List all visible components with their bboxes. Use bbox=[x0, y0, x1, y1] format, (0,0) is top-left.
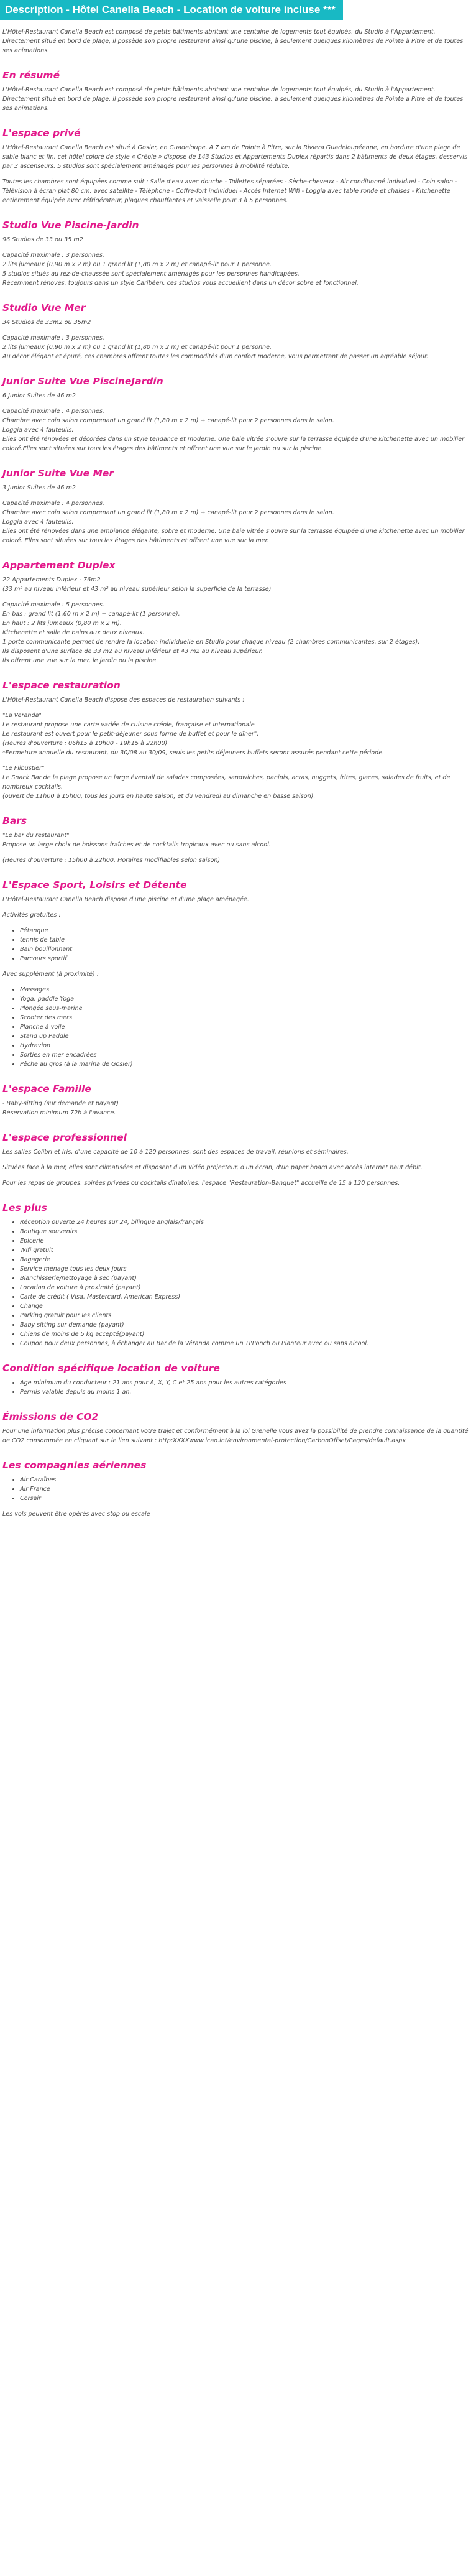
list-item: • Boutique souvenirs bbox=[20, 1227, 469, 1236]
bullet-list bbox=[2, 926, 469, 963]
text-line: Loggia avec 4 fauteuils. bbox=[2, 427, 74, 433]
section-junior-suite-vue-piscinejardin bbox=[2, 375, 469, 453]
list-item: • Sorties en mer encadrées bbox=[20, 1050, 469, 1060]
section-heading: Studio Vue Mer bbox=[2, 302, 86, 313]
text-line: Ils disposent d'une surface de 33 m2 au niveau inférieur et 43 m2 au niveau supérieur. bbox=[2, 648, 263, 655]
paragraph: Pour une information plus précise concernant votre trajet et conformément à la loi Grenelle vous avez la possibilité de prendre connaissance de la quantité de CO2 consommée en cliquant sur le lien suivant : http:XXXXwww.icao.int/environmental-protection/CarbonOffset/Pages/default.aspx bbox=[2, 1428, 469, 1444]
text-line: Loggia avec 4 fauteuils. bbox=[2, 519, 74, 526]
text-line: Le restaurant propose une carte variée de cuisine créole, française et internationale bbox=[2, 721, 255, 728]
section-l-espace-professionnel bbox=[2, 1131, 469, 1188]
text-line: (33 m² au niveau inférieur et 43 m² au niveau supérieur selon la superficie de la terrasse) bbox=[2, 586, 272, 593]
text-line: 5 studios situés au rez-de-chaussée sont spécialement aménagés pour les personnes handicapées. bbox=[2, 271, 300, 277]
text-line: (ouvert de 11h00 à 15h00, tous les jours en haute saison, et du vendredi au dimanche en basse saison). bbox=[2, 793, 316, 800]
description-banner: Description - Hôtel Canella Beach - Location de voiture incluse *** bbox=[0, 0, 343, 20]
section-heading: L'espace restauration bbox=[2, 680, 121, 691]
text-line: 22 Appartements Duplex - 76m2 bbox=[2, 577, 101, 583]
paragraph bbox=[2, 600, 469, 665]
paragraph bbox=[2, 831, 469, 850]
section-heading: En résumé bbox=[2, 70, 60, 81]
text-line: - Baby-sitting (sur demande et payant) bbox=[2, 1100, 119, 1107]
section-appartement-duplex bbox=[2, 559, 469, 665]
paragraph: L'Hôtel-Restaurant Canella Beach est situé à Gosier, en Guadeloupe. A 7 km de Pointe à Pitre, sur la Riviera Guadeloupéenne, en bordure d'une plage de sable blanc et fin, cet hôtel coloré de style « Créole » dispose de 143 Studios et Appartements Duplex répartis dans 2 bâtiments de deux étages, desservis par 3 ascenseurs. 5 studios sont spécialement aménagés pour les personnes à mobilité réduite. bbox=[2, 144, 467, 170]
sections-container bbox=[2, 69, 469, 1519]
text-line: 1 porte communicante permet de rendre la location individuelle en Studio pour chaque niveau (2 chambres communicantes, sur 2 étages). bbox=[2, 639, 420, 646]
section-heading: L'espace privé bbox=[2, 127, 81, 139]
text-line: Le Snack Bar de la plage propose un large éventail de salades composées, sandwiches, paninis, acras, nuggets, frites, glaces, salades de fruits, et de nombreux cocktails. bbox=[2, 774, 450, 790]
text-line: Capacité maximale : 4 personnes. bbox=[2, 408, 104, 415]
section-les-plus bbox=[2, 1202, 469, 1348]
text-line: 2 lits jumeaux (0,90 m x 2 m) ou 1 grand lit (1,80 m x 2 m) et canapé-lit pour 1 personne. bbox=[2, 344, 272, 351]
paragraph: Pour les repas de groupes, soirées privées ou cocktails dînatoires, l'espace "Restauration-Banquet" accueille de 15 à 120 personnes. bbox=[2, 1180, 400, 1187]
paragraph bbox=[2, 333, 469, 361]
list-item: • Stand up Paddle bbox=[20, 1032, 469, 1041]
paragraph: Avec supplément (à proximité) : bbox=[2, 971, 99, 978]
section-heading: Appartement Duplex bbox=[2, 560, 116, 571]
section-l-espace-prive bbox=[2, 127, 469, 205]
paragraph: 34 Studios de 33m2 ou 35m2 bbox=[2, 319, 91, 326]
section-heading: Condition spécifique location de voiture bbox=[2, 1363, 220, 1374]
list-item: • Air France bbox=[20, 1485, 469, 1494]
paragraph: L'Hôtel-Restaurant Canella Beach dispose d'une piscine et d'une plage aménagée. bbox=[2, 896, 249, 903]
paragraph: 3 Junior Suites de 46 m2 bbox=[2, 484, 76, 491]
list-item: • Massages bbox=[20, 985, 469, 994]
paragraph: L'Hôtel-Restaurant Canella Beach est composé de petits bâtiments abritant une centaine de logements tout équipés, du Studio à l'Appartement. Directement situé en bord de plage, il possède son propre restaurant ainsi qu'une piscine, à seulement quelques kilomètres de Pointe à Pitre et de toutes ses animations. bbox=[2, 86, 464, 112]
section-heading: Studio Vue Piscine-Jardin bbox=[2, 220, 139, 231]
paragraph bbox=[2, 251, 469, 288]
list-item: • Service ménage tous les deux jours bbox=[20, 1264, 469, 1274]
list-item: • Bagagerie bbox=[20, 1255, 469, 1264]
paragraph: 96 Studios de 33 ou 35 m2 bbox=[2, 236, 83, 243]
section-heading: Junior Suite Vue PiscineJardin bbox=[2, 376, 163, 387]
list-item: • Location de voiture à proximité (payant) bbox=[20, 1283, 469, 1292]
text-line: 2 lits jumeaux (0,90 m x 2 m) ou 1 grand lit (1,80 m x 2 m) et canapé-lit pour 1 personne. bbox=[2, 261, 272, 268]
text-line: Capacité maximale : 5 personnes. bbox=[2, 601, 104, 608]
text-line: *Fermeture annuelle du restaurant, du 30/08 au 30/09, seuls les petits déjeuners buffets seront assurés pendant cette période. bbox=[2, 749, 385, 756]
section-les-compagnies-aeriennes bbox=[2, 1459, 469, 1519]
intro-paragraph: L'Hôtel-Restaurant Canella Beach est composé de petits bâtiments abritant une centaine de logements tout équipés, du Studio à l'Appartement. Directement situé en bord de plage, il possède son propre restaurant ainsi qu'une piscine, à seulement quelques kilomètres de Pointe à Pitre et de toutes ses animations. bbox=[2, 29, 464, 54]
section-heading: L'espace Famille bbox=[2, 1083, 91, 1095]
paragraph bbox=[2, 764, 469, 801]
section-heading: Bars bbox=[2, 815, 27, 827]
list-item: • Chiens de moins de 5 kg accepté(payant) bbox=[20, 1330, 469, 1339]
section-studio-vue-piscine-jardin bbox=[2, 219, 469, 288]
paragraph: Situées face à la mer, elles sont climatisées et disposent d'un vidéo projecteur, d'un écran, d'un paper board avec accès internet haut débit. bbox=[2, 1164, 423, 1171]
list-item: • Permis valable depuis au moins 1 an. bbox=[20, 1388, 469, 1397]
section-l-espace-restauration bbox=[2, 679, 469, 801]
section-l-espace-sport-loisirs-et-detente bbox=[2, 879, 469, 1069]
text-line: Chambre avec coin salon comprenant un grand lit (1,80 m x 2 m) + canapé-lit pour 2 personnes dans le salon. bbox=[2, 509, 334, 516]
section-condition-specifique-location-de-voiture bbox=[2, 1362, 469, 1397]
list-item: • Parcours sportif bbox=[20, 954, 469, 963]
paragraph: L'Hôtel-Restaurant Canella Beach dispose des espaces de restauration suivants : bbox=[2, 697, 245, 703]
paragraph bbox=[2, 575, 469, 594]
list-item: • Carte de crédit ( Visa, Mastercard, American Express) bbox=[20, 1292, 469, 1302]
paragraph bbox=[2, 1099, 469, 1118]
list-item: • Coupon pour deux personnes, à échanger au Bar de la Véranda comme un Ti'Ponch ou Planteur avec ou sans alcool. bbox=[20, 1339, 469, 1348]
text-line: Le restaurant est ouvert pour le petit-déjeuner sous forme de buffet et pour le dîner". bbox=[2, 731, 259, 738]
section-l-espace-famille bbox=[2, 1083, 469, 1118]
list-item: • Wifi gratuit bbox=[20, 1246, 469, 1255]
text-line: Chambre avec coin salon comprenant un grand lit (1,80 m x 2 m) + canapé-lit pour 2 personnes dans le salon. bbox=[2, 417, 334, 424]
list-item: • Baby sitting sur demande (payant) bbox=[20, 1320, 469, 1330]
section-heading: Les compagnies aériennes bbox=[2, 1460, 147, 1471]
paragraph bbox=[2, 407, 469, 453]
section-bars bbox=[2, 815, 469, 865]
text-line: "La Veranda" bbox=[2, 712, 42, 719]
section-studio-vue-mer bbox=[2, 302, 469, 361]
list-item: • Parking gratuit pour les clients bbox=[20, 1311, 469, 1320]
list-item: • Plongée sous-marine bbox=[20, 1004, 469, 1013]
section-en-resume bbox=[2, 69, 469, 113]
text-line: Kitchenette et salle de bains aux deux niveaux. bbox=[2, 629, 145, 636]
list-item: • Bain bouillonnant bbox=[20, 945, 469, 954]
text-line: Elles ont été rénovées dans une ambiance élégante, sobre et moderne. Une baie vitrée s'ouvre sur la terrasse équipée d'une kitchenette avec un mobilier coloré. Elles sont situées sur tous les étages des bâtiments et offrent une vue sur la mer. bbox=[2, 528, 465, 544]
bullet-list bbox=[2, 985, 469, 1069]
bullet-list bbox=[2, 1378, 469, 1397]
list-item: • Change bbox=[20, 1302, 469, 1311]
list-item: • Corsair bbox=[20, 1494, 469, 1503]
text-line: Ils offrent une vue sur la mer, le jardin ou la piscine. bbox=[2, 657, 158, 664]
list-item: • Scooter des mers bbox=[20, 1013, 469, 1022]
section-junior-suite-vue-mer bbox=[2, 467, 469, 545]
list-item: • tennis de table bbox=[20, 935, 469, 945]
paragraph: Les salles Colibri et Iris, d'une capacité de 10 à 120 personnes, sont des espaces de travail, réunions et séminaires. bbox=[2, 1149, 349, 1156]
text-line: Au décor élégant et épuré, ces chambres offrent toutes les commodités d'un confort moderne, vous permettant de passer un agréable séjour. bbox=[2, 353, 429, 360]
list-item: • Epicerie bbox=[20, 1236, 469, 1246]
description-content bbox=[0, 27, 471, 1519]
list-item: • Yoga, paddle Yoga bbox=[20, 994, 469, 1004]
paragraph: (Heures d'ouverture : 15h00 à 22h00. Horaires modifiables selon saison) bbox=[2, 857, 221, 864]
section-emissions-de-co2 bbox=[2, 1411, 469, 1445]
list-item: • Planche à voile bbox=[20, 1022, 469, 1032]
paragraph: Les vols peuvent être opérés avec stop ou escale bbox=[2, 1511, 150, 1517]
text-line: Capacité maximale : 4 personnes. bbox=[2, 500, 104, 507]
list-item: • Age minimum du conducteur : 21 ans pour A, X, Y, C et 25 ans pour les autres catégories bbox=[20, 1378, 469, 1388]
text-line: "Le bar du restaurant" bbox=[2, 832, 70, 839]
paragraph: Activités gratuites : bbox=[2, 912, 61, 919]
list-item: • Air Caraïbes bbox=[20, 1475, 469, 1485]
list-item: • Pêche au gros (à la marina de Gosier) bbox=[20, 1060, 469, 1069]
section-heading: L'Espace Sport, Loisirs et Détente bbox=[2, 879, 187, 891]
text-line: "Le Flibustier" bbox=[2, 765, 45, 772]
text-line: Elles ont été rénovées et décorées dans un style tendance et moderne. Une baie vitrée s'ouvre sur la terrasse équipée d'une kitchenette avec un mobilier coloré.Elles sont situées sur tous les étages des bâtiments et offrent une vue sur le jardin ou sur la piscine. bbox=[2, 436, 465, 452]
text-line: Réservation minimum 72h à l'avance. bbox=[2, 1110, 116, 1116]
paragraph: 6 Junior Suites de 46 m2 bbox=[2, 392, 76, 399]
bullet-list bbox=[2, 1475, 469, 1503]
text-line: En haut : 2 lits jumeaux (0,80 m x 2 m). bbox=[2, 620, 122, 627]
paragraph bbox=[2, 711, 469, 758]
text-line: Récemment rénovés, toujours dans un style Caribéen, ces studios vous accueillent dans un décor sobre et fonctionnel. bbox=[2, 280, 359, 287]
paragraph: Toutes les chambres sont équipées comme suit : Salle d'eau avec douche - Toilettes séparées - Sèche-cheveux - Air conditionné individuel - Coin salon - Télévision à écran plat 80 cm, avec satellite - Téléphone - Coffre-fort individuel - Accès Internet Wifi - Loggia avec table ronde et chaises - Kitchenette entièrement équipée avec réfrigérateur, plaques chauffantes et vaisselle pour 3 à 5 personnes. bbox=[2, 178, 457, 204]
list-item: • Réception ouverte 24 heures sur 24, bilingue anglais/français bbox=[20, 1218, 469, 1227]
paragraph bbox=[2, 499, 469, 545]
section-heading: Les plus bbox=[2, 1202, 47, 1213]
section-heading: Junior Suite Vue Mer bbox=[2, 468, 114, 479]
text-line: (Heures d'ouverture : 06h15 à 10h00 - 19h15 à 22h00) bbox=[2, 740, 168, 747]
text-line: Propose un large choix de boissons fraîches et de cocktails tropicaux avec ou sans alcool. bbox=[2, 841, 271, 848]
list-item: • Blanchisserie/nettoyage à sec (payant) bbox=[20, 1274, 469, 1283]
text-line: Capacité maximale : 3 personnes. bbox=[2, 335, 104, 341]
list-item: • Pétanque bbox=[20, 926, 469, 935]
bullet-list bbox=[2, 1218, 469, 1348]
text-line: Capacité maximale : 3 personnes. bbox=[2, 252, 104, 259]
section-heading: L'espace professionnel bbox=[2, 1132, 127, 1143]
list-item: • Hydravion bbox=[20, 1041, 469, 1050]
text-line: En bas : grand lit (1,60 m x 2 m) + canapé-lit (1 personne). bbox=[2, 611, 180, 618]
section-heading: Émissions de CO2 bbox=[2, 1411, 99, 1422]
